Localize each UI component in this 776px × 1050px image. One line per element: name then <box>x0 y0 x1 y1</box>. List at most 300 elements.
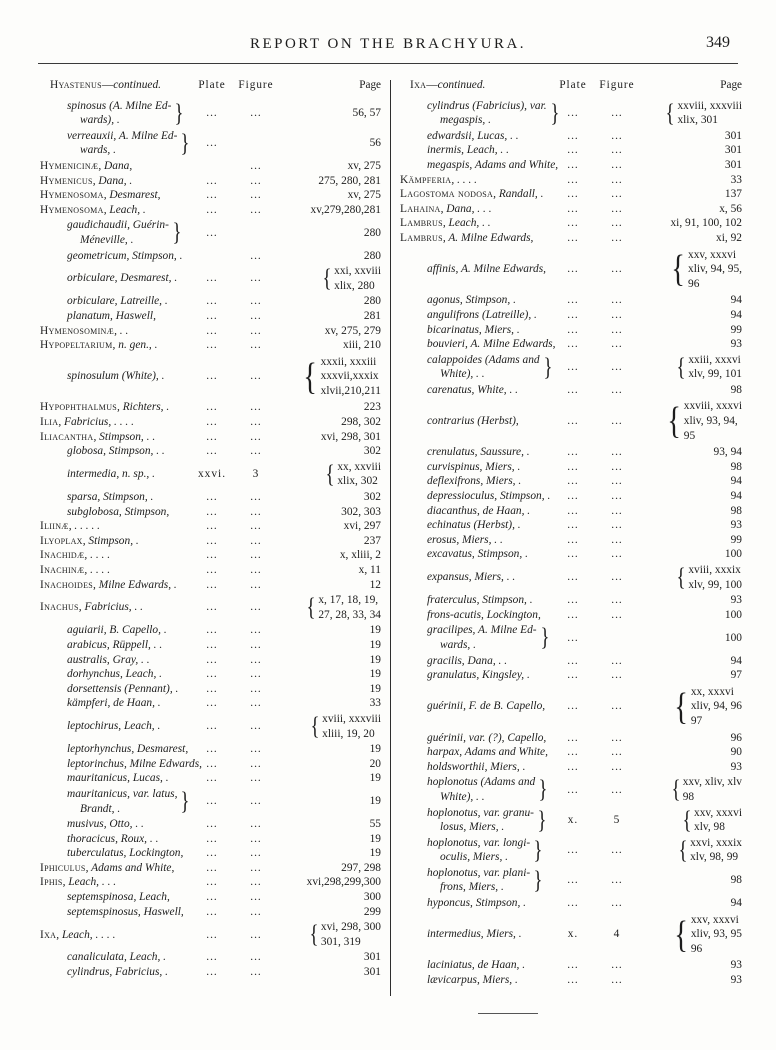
plate-leader-dots: ... <box>567 594 579 607</box>
author-name: , Dana, . <box>92 174 133 187</box>
page-brace: { <box>303 355 318 398</box>
author-name: , Leach, . . . <box>62 876 117 889</box>
figure-leader-dots: ... <box>611 308 623 321</box>
page-numbers <box>321 430 381 445</box>
page-number-line: 93 <box>730 338 742 351</box>
entry-name-text <box>67 444 165 459</box>
entry-name-text <box>67 757 202 772</box>
figure-leader-dots: ... <box>611 594 623 607</box>
index-entry-row <box>400 593 742 608</box>
entry-name-text <box>427 489 550 504</box>
page-references <box>638 308 742 323</box>
page-brace: { <box>306 594 316 622</box>
entry-name-text <box>427 533 503 548</box>
plate-leader-dots: ... <box>206 682 218 695</box>
entry-name-line: gaudichaudii, Guérin- <box>67 219 169 232</box>
name-brace: } <box>538 776 548 804</box>
figure-leader-dots: ... <box>611 415 623 428</box>
figure-leader-dots: ... <box>611 519 623 532</box>
entry-name <box>40 309 189 324</box>
entry-name <box>400 216 550 231</box>
page-references <box>277 712 381 741</box>
entry-name-text <box>427 593 533 608</box>
em-dash: — <box>426 79 438 91</box>
genus-name: Hymenicinæ <box>40 159 99 172</box>
page-numbers <box>364 890 381 905</box>
entry-name-text <box>427 623 537 652</box>
index-entry-row <box>400 775 742 804</box>
name-brace: } <box>550 99 560 127</box>
page-numbers <box>731 293 742 308</box>
author-name: , . . . . <box>451 173 478 186</box>
entry-name-line: erosus, Miers, . . <box>427 533 503 546</box>
page-numbers <box>370 623 381 638</box>
index-entry-row <box>400 731 742 746</box>
entry-name <box>40 174 189 189</box>
page-number-line: xvi, 298, 301 <box>320 430 381 443</box>
name-brace: } <box>172 219 182 247</box>
plate-leader-dots: ... <box>206 203 218 216</box>
entry-name <box>400 836 550 865</box>
author-name: , Leach, . . . . <box>56 928 116 941</box>
plate-leader-dots: ... <box>206 832 218 845</box>
entry-name <box>400 383 550 398</box>
entry-name <box>400 231 550 246</box>
entry-name-line: harpax, Adams and White, <box>427 746 548 759</box>
page-references <box>638 129 742 144</box>
index-entry-row <box>40 355 381 399</box>
page-numbers <box>344 519 381 534</box>
entry-name <box>40 846 189 861</box>
entry-name-line <box>40 861 174 876</box>
plate-leader-dots: ... <box>206 272 218 285</box>
page-references <box>638 913 742 957</box>
entry-name-line: canaliculata, Leach, . <box>67 951 167 964</box>
page-numbers <box>341 861 381 876</box>
page-brace: { <box>322 265 332 293</box>
figure-leader-dots: ... <box>250 653 262 666</box>
index-entry-row <box>400 896 742 911</box>
figure-leader-dots: ... <box>250 638 262 651</box>
page-numbers <box>731 745 742 760</box>
entry-name-text <box>67 846 183 861</box>
entry-name-text <box>67 294 168 309</box>
page-numbers <box>725 129 742 144</box>
page-number-line: 19 <box>369 847 381 860</box>
page-number-line: xlix, 280 <box>334 279 375 292</box>
index-entry-row <box>400 460 742 475</box>
plate-leader-dots: ... <box>567 783 579 796</box>
entry-name <box>40 771 189 786</box>
page-number-line: xviii, xxxix <box>688 564 741 576</box>
page-number-line: 97 <box>730 669 742 682</box>
page-number-line: xv, 275 <box>347 159 381 172</box>
entry-name-text <box>427 654 507 669</box>
page-references <box>638 504 742 519</box>
entry-name-text <box>427 958 525 973</box>
entry-name-line <box>400 187 543 202</box>
plate-leader-dots: ... <box>567 548 579 561</box>
page-number-line: 93 <box>730 519 742 532</box>
figure-leader-dots: ... <box>250 430 262 443</box>
page-numbers <box>341 415 381 430</box>
index-entry-row <box>40 890 381 905</box>
entry-name <box>400 353 553 382</box>
figure-leader-dots: ... <box>250 772 262 785</box>
page-references <box>638 489 742 504</box>
figure-leader-dots: ... <box>611 217 623 230</box>
plate-leader-dots: ... <box>206 578 218 591</box>
entry-name-text <box>40 324 128 339</box>
index-entry-row <box>400 668 742 683</box>
page-references <box>277 264 381 293</box>
page-references <box>638 158 742 173</box>
figure-leader-dots: ... <box>611 548 623 561</box>
entry-name-text <box>427 293 516 308</box>
page-numbers <box>318 593 381 622</box>
author-name: , A. Milne Edwards, <box>442 231 534 244</box>
page-numbers <box>731 654 742 669</box>
plate-leader-dots: ... <box>567 959 579 972</box>
figure-leader-dots: ... <box>250 601 262 614</box>
page-references <box>638 460 742 475</box>
page-number-line: 19 <box>369 832 381 845</box>
page-number-line: x, 11 <box>358 564 381 576</box>
page-number-line: 93 <box>730 959 742 972</box>
author-name: , Milne Edwards, . <box>93 578 177 591</box>
figure-leader-dots: ... <box>250 189 262 202</box>
index-entry-row <box>400 958 742 973</box>
page-references <box>277 415 381 430</box>
page-number-line: xxiii, xxxvi <box>688 353 741 366</box>
page-references <box>638 563 742 592</box>
page-references <box>277 203 381 218</box>
plate-leader-dots: ... <box>567 144 579 157</box>
page-numbers <box>364 226 381 241</box>
entry-name-line: aguiarii, B. Capello, . <box>67 624 167 637</box>
entry-name <box>400 668 550 683</box>
entry-name-line: intermedia, n. sp., . <box>67 468 155 481</box>
entry-name <box>40 444 189 459</box>
index-entry-row <box>400 685 742 729</box>
entry-name-text <box>67 771 169 786</box>
page-references <box>277 444 381 459</box>
page-numbers <box>683 775 742 804</box>
index-entry-row <box>40 309 381 324</box>
entry-name-text <box>427 129 519 144</box>
entry-name-text <box>40 519 100 534</box>
entry-name-text <box>427 866 530 895</box>
entry-name-line <box>40 174 132 189</box>
page-numbers <box>318 174 381 189</box>
page-references <box>638 668 742 683</box>
entry-name-line <box>40 548 110 563</box>
index-entry-row <box>40 519 381 534</box>
plate-leader-dots: ... <box>567 843 579 856</box>
entry-name <box>400 323 550 338</box>
figure-leader-dots: ... <box>250 520 262 533</box>
plate-leader-dots: ... <box>567 360 579 373</box>
entry-name-line: musivus, Otto, . . <box>67 818 144 831</box>
entry-name-line: Brandt, . <box>80 802 121 815</box>
entry-name <box>40 719 189 734</box>
index-entry-row <box>400 489 742 504</box>
genus-name: Ilia <box>40 416 59 429</box>
plate-leader-dots: ... <box>567 631 579 644</box>
column-header-page-text: Page <box>720 79 742 91</box>
entry-name-line: agonus, Stimpson, . <box>427 294 516 307</box>
entry-name-line: leptorhynchus, Desmarest, <box>67 743 189 756</box>
figure-leader-dots: ... <box>250 818 262 831</box>
entry-name <box>400 896 550 911</box>
figure-value: 4 <box>613 928 621 941</box>
page-number-line: 93 <box>730 594 742 607</box>
page-references <box>277 667 381 682</box>
page-references <box>638 873 742 888</box>
continued-label: continued. <box>437 79 486 91</box>
index-entry-row <box>400 474 742 489</box>
page-number-line: xxv, xliv, xlv <box>682 776 742 789</box>
entry-name <box>400 775 550 804</box>
entry-name-text <box>427 927 522 942</box>
page-numbers <box>725 547 742 562</box>
entry-name-line <box>40 159 132 174</box>
index-entry-row <box>40 249 381 264</box>
page-references <box>277 682 381 697</box>
page-references <box>638 958 742 973</box>
entry-name-line: Méneville, . <box>80 233 134 246</box>
page-number-line: xliv, 93, 95 <box>690 928 742 941</box>
entry-name-line: holdsworthii, Miers, . <box>427 760 526 773</box>
entry-name <box>400 129 550 144</box>
page-brace: { <box>673 913 688 956</box>
entry-name-line: geometricum, Stimpson, . <box>67 249 183 262</box>
page-references <box>638 745 742 760</box>
page-number-line: 93 <box>730 760 742 773</box>
author-name: , . . . . <box>84 564 111 576</box>
page-number-line: xlix, 301 <box>677 114 718 127</box>
page-references <box>638 323 742 338</box>
entry-name-line: cylindrus, Fabricius, . <box>67 966 168 979</box>
index-entry-row <box>40 264 381 293</box>
entry-name <box>40 861 189 876</box>
page-number-line: xx, xxxvi <box>690 685 734 698</box>
column-header-page <box>277 78 381 93</box>
page-references <box>638 353 742 382</box>
plate-leader-dots: ... <box>206 295 218 308</box>
page-references <box>638 399 742 443</box>
plate-leader-dots: ... <box>206 861 218 874</box>
page-numbers <box>370 682 381 697</box>
figure-leader-dots: ... <box>250 832 262 845</box>
entry-name-text <box>427 745 548 760</box>
entry-name <box>40 600 189 615</box>
entry-name-text <box>67 905 184 920</box>
author-name: , Leach, . <box>103 203 146 216</box>
index-column-left <box>40 78 381 996</box>
page-number-line: 19 <box>369 682 381 695</box>
entry-name-line: White), . . <box>440 368 485 381</box>
column-header-figure: Figure <box>238 79 274 91</box>
entry-name-line: spinosulum (White), . <box>67 370 165 383</box>
page-number-line: 98 <box>730 383 742 396</box>
entry-name <box>40 578 189 593</box>
column-header-row <box>40 78 381 93</box>
entry-name <box>40 653 189 668</box>
entry-name <box>40 249 189 264</box>
page-number-line: xliv, 94, 96 <box>690 700 742 713</box>
entry-name-line: hoplonotus, var. granu- <box>427 806 534 819</box>
entry-name-line: guérinii, var. (?), Capello, <box>427 731 547 744</box>
entry-name-text <box>67 950 166 965</box>
index-entry-row <box>400 913 742 957</box>
page-numbers <box>731 308 742 323</box>
entry-name-text <box>400 187 543 202</box>
entry-name-line <box>40 400 169 415</box>
entry-name-line: contrarius (Herbst), <box>427 415 519 428</box>
page-numbers <box>364 490 381 505</box>
figure-leader-dots: ... <box>250 159 262 172</box>
page-number-line: xliii, 19, 20 <box>322 727 375 740</box>
plate-leader-dots: ... <box>206 847 218 860</box>
page-number-line: xv,279,280,281 <box>310 203 381 216</box>
entry-name-line: hoplonotus, var. longi- <box>427 836 531 849</box>
entry-name <box>400 337 556 352</box>
plate-leader-dots: ... <box>206 653 218 666</box>
author-name: , Fabricius, . . . . <box>58 416 134 429</box>
entry-name <box>40 490 189 505</box>
genus-name: Ixa <box>40 928 57 941</box>
figure-leader-dots: ... <box>611 383 623 396</box>
figure-leader-dots: ... <box>611 669 623 682</box>
page-number-line: xxvi, xxxix <box>690 836 742 849</box>
page-references <box>277 638 381 653</box>
entry-name-line: dorsettensis (Pennant), . <box>67 682 179 695</box>
figure-leader-dots: ... <box>250 401 262 414</box>
page-number-line: xvi,298,299,300 <box>306 876 381 889</box>
entry-name-line: cylindrus (Fabricius), var. <box>427 99 547 112</box>
page-number-line: xvi, 297 <box>343 520 381 533</box>
entry-name <box>40 415 189 430</box>
page-references <box>638 608 742 623</box>
entry-name-text <box>427 836 530 865</box>
entry-name-text <box>427 547 528 562</box>
page-references <box>277 519 381 534</box>
page-references <box>277 534 381 549</box>
page-numbers <box>719 202 742 217</box>
figure-leader-dots: ... <box>611 897 623 910</box>
entry-name <box>400 173 550 188</box>
plate-leader-dots: ... <box>567 571 579 584</box>
entry-name-text <box>40 159 132 174</box>
page-number-line: 301, 319 <box>320 935 361 948</box>
page-references <box>277 309 381 324</box>
figure-leader-dots: ... <box>611 294 623 307</box>
page-numbers <box>337 460 381 489</box>
plate-leader-dots: ... <box>567 263 579 276</box>
page-numbers <box>325 324 381 339</box>
entry-name-line <box>40 519 100 534</box>
page-number-line: 93, 94 <box>713 446 742 459</box>
figure-leader-dots: ... <box>250 445 262 458</box>
entry-name <box>400 99 560 128</box>
page-numbers <box>731 760 742 775</box>
entry-name-line: wards), . <box>80 114 120 127</box>
page-number-line: xliv, 94, 95, <box>688 263 742 276</box>
page-number-line: 94 <box>730 294 742 307</box>
page-number-line: 100 <box>724 608 742 621</box>
page-numbers <box>334 264 381 293</box>
entry-name <box>40 787 189 816</box>
page-numbers <box>731 323 742 338</box>
index-entry-row <box>40 505 381 520</box>
page-brace: { <box>309 921 319 949</box>
plate-leader-dots: ... <box>206 818 218 831</box>
entry-name <box>40 950 189 965</box>
plate-leader-dots: ... <box>567 654 579 667</box>
entry-name-text <box>40 203 146 218</box>
page-brace: { <box>310 713 320 741</box>
index-entry-row <box>400 399 742 443</box>
entry-name-line: leptochirus, Leach, . <box>67 720 161 733</box>
page-number-line: xlv, 99, 100 <box>688 578 742 591</box>
page-number-line: 301 <box>724 158 742 171</box>
entry-name-line: wards, . <box>80 144 116 157</box>
page-numbers <box>731 460 742 475</box>
page-references <box>277 400 381 415</box>
page-references <box>277 920 381 949</box>
page-numbers <box>731 973 742 988</box>
plate-leader-dots: ... <box>567 173 579 186</box>
page-number-line: x, 56 <box>719 202 742 215</box>
entry-name-text <box>427 504 530 519</box>
index-entry-row <box>40 653 381 668</box>
figure-leader-dots: ... <box>611 731 623 744</box>
page-numbers <box>731 383 742 398</box>
page-references <box>277 578 381 593</box>
page-numbers <box>321 920 381 949</box>
figure-leader-dots: ... <box>250 847 262 860</box>
plate-leader-dots: ... <box>206 534 218 547</box>
entry-name-line: affinis, A. Milne Edwards, <box>427 263 546 276</box>
index-entry-row <box>400 836 742 865</box>
page-references <box>638 760 742 775</box>
page-number-line: 99 <box>730 533 742 546</box>
entry-name-line: australis, Gray, . . <box>67 653 150 666</box>
page-numbers <box>364 309 381 324</box>
page-references <box>277 757 381 772</box>
index-entry-row <box>400 547 742 562</box>
page-numbers <box>370 832 381 847</box>
entry-name <box>40 430 189 445</box>
entry-name-text <box>67 832 158 847</box>
page-number-line: xxv, xxxvi <box>694 806 742 819</box>
page-number-line: 96 <box>730 731 742 744</box>
entry-name <box>40 203 189 218</box>
genus-name: Iliacantha <box>40 430 94 443</box>
page-brace: { <box>673 685 688 728</box>
page-numbers <box>731 896 742 911</box>
page-number-line: xxxii, xxxiii <box>320 355 377 368</box>
page-numbers <box>731 593 742 608</box>
author-name: , . . <box>114 324 129 337</box>
figure-leader-dots: ... <box>250 795 262 808</box>
page-title: REPORT ON THE BRACHYURA. <box>249 36 527 52</box>
entry-name <box>400 460 550 475</box>
plate-value: x. <box>567 928 579 941</box>
plate-leader-dots: ... <box>206 401 218 414</box>
page-numbers <box>725 631 742 646</box>
